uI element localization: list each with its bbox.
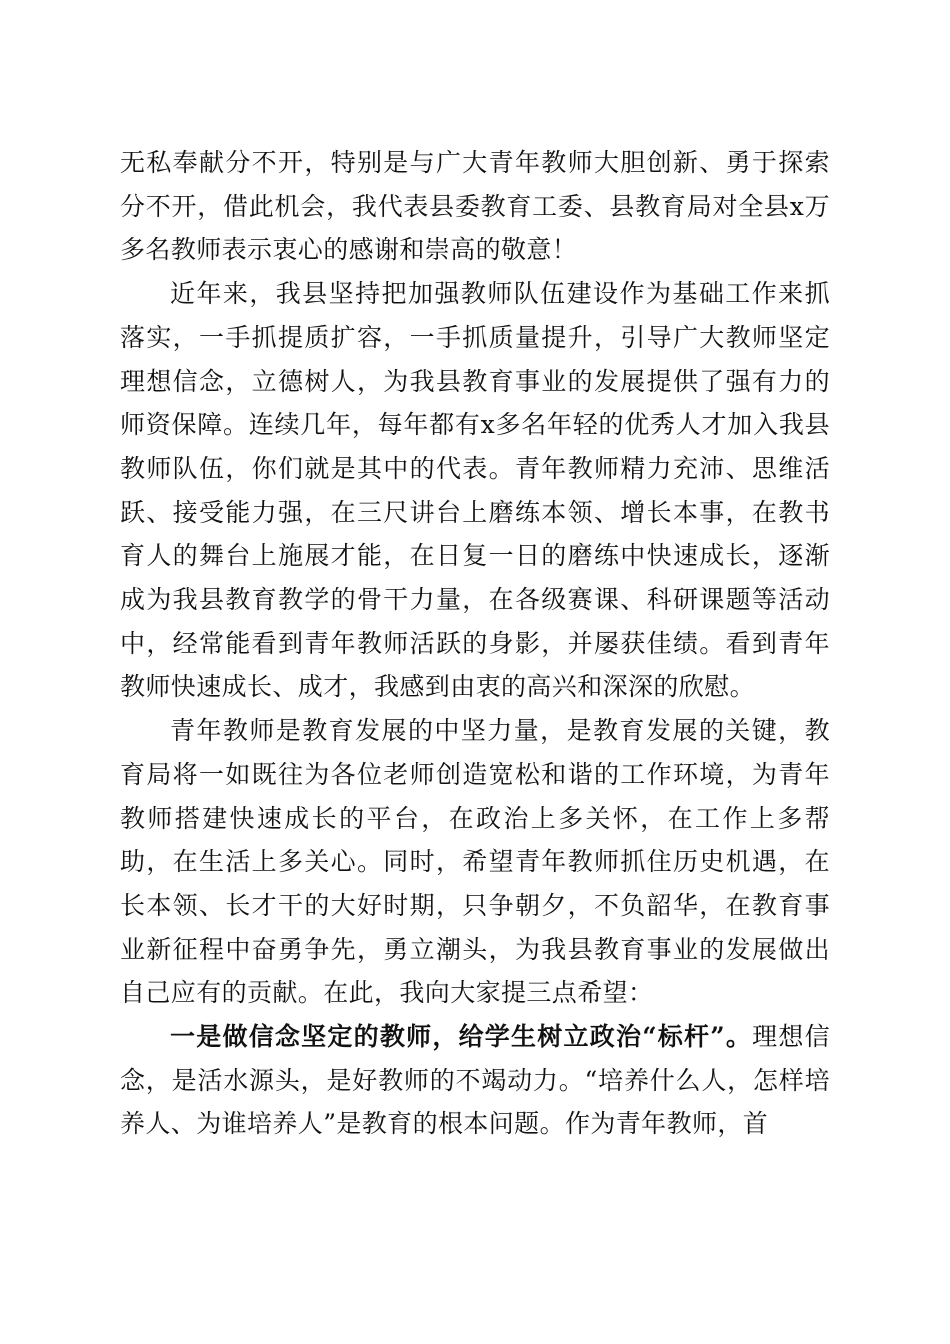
paragraph-first-hope	[120, 1015, 830, 1146]
paragraph-first-hope-lead: 一是做信念坚定的教师，给学生树立政治“标杆”。	[170, 1022, 753, 1052]
paragraph-young-teachers-role: 青年教师是教育发展的中坚力量，是教育发展的关键，教育局将一如既往为各位老师创造宽松和谐的工作环境，为青年教师搭建快速成长的平台，在政治上多关怀，在工作上多帮助，在生活上多关心。同时，希望青年教师抓住历史机遇，在长本领、长才干的大好时期，只争朝夕，不负韶华，在教育事业新征程中奋勇争先，勇立潮头，为我县教育事业的发展做出自己应有的贡献。在此，我向大家提三点希望：	[120, 716, 830, 1008]
paragraph-teacher-team-building: 近年来，我县坚持把加强教师队伍建设作为基础工作来抓落实，一手抓提质扩容，一手抓质量提升，引导广大教师坚定理想信念，立德树人，为我县教育事业的发展提供了强有力的师资保障。连续几年，每年都有x多名年轻的优秀人才加入我县教师队伍，你们就是其中的代表。青年教师精力充沛、思维活跃、接受能力强，在三尺讲台上磨练本领、增长本事，在教书育人的舞台上施展才能，在日复一日的磨练中快速成长，逐渐成为我县教育教学的骨干力量，在各级赛课、科研课题等活动中，经常能看到青年教师活跃的身影，并屡获佳绩。看到青年教师快速成长、成才，我感到由衷的高兴和深深的欣慰。	[120, 279, 830, 702]
paragraph-continuation: 无私奉献分不开，特别是与广大青年教师大胆创新、勇于探索分不开，借此机会，我代表县委教育工委、县教育局对全县x万多名教师表示衷心的感谢和崇高的敬意！	[120, 148, 830, 265]
paragraph-first-hope-text: 理想信念，是活水源头，是好教师的不竭动力。“培养什么人，怎样培养人、为谁培养人”是教育的根本问题。作为青年教师，首	[120, 1022, 830, 1139]
document-body	[120, 141, 830, 1146]
